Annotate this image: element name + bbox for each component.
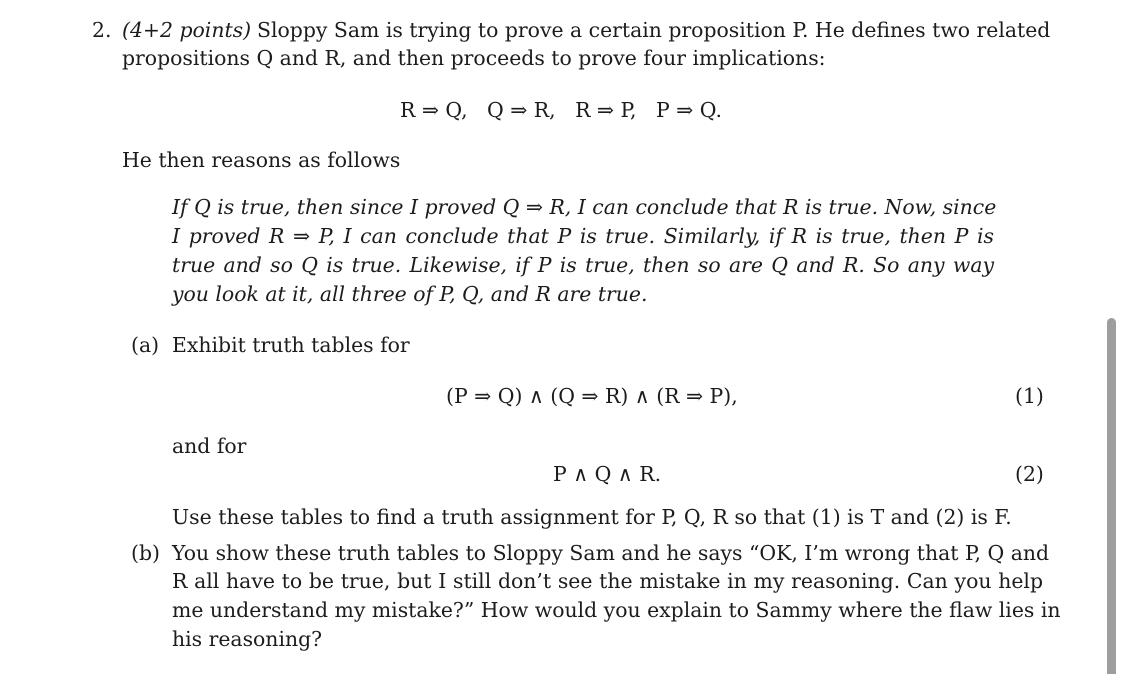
implications-display: R ⇒ Q, Q ⇒ R, R ⇒ P, P ⇒ Q. — [400, 98, 722, 122]
quote-line-3: true and so Q is true. Likewise, if P is true, then so are Q and R. So any way — [172, 253, 994, 277]
quote-line-2: I proved R ⇒ P, I can conclude that P is true. Similarly, if R is true, then P is — [172, 224, 994, 248]
problem-number: 2. — [92, 18, 112, 42]
problem-intro-line2: propositions Q and R, and then proceeds to prove four implications: — [122, 46, 826, 70]
part-a-text: Exhibit truth tables for — [172, 333, 410, 357]
quote-line-1: If Q is true, then since I proved Q ⇒ R, I can conclude that R is true. Now, since — [172, 195, 997, 219]
vertical-scrollbar[interactable] — [1107, 318, 1116, 674]
part-b-line-2: R all have to be true, but I still don’t see the mistake in my reasoning. Can you help — [172, 569, 1043, 593]
formula-2: P ∧ Q ∧ R. — [553, 462, 662, 486]
equation-tag-2: (2) — [1015, 462, 1044, 486]
part-b-line-1: You show these truth tables to Sloppy Sam and he says “OK, I’m wrong that P, Q and — [172, 541, 1050, 565]
problem-points: (4+2 points) — [122, 18, 252, 42]
formula-1: (P ⇒ Q) ∧ (Q ⇒ R) ∧ (R ⇒ P), — [446, 384, 738, 408]
reasons-intro: He then reasons as follows — [122, 148, 401, 172]
equation-tag-1: (1) — [1015, 384, 1044, 408]
part-a-instruction: Use these tables to find a truth assignment for P, Q, R so that (1) is T and (2) is F. — [172, 505, 1012, 529]
part-b-line-4: his reasoning? — [172, 627, 323, 651]
and-for-text: and for — [172, 434, 247, 458]
part-a-label: (a) — [131, 333, 160, 357]
problem-intro-line1: Sloppy Sam is trying to prove a certain proposition P. He defines two related — [257, 18, 1051, 42]
quote-line-4: you look at it, all three of P, Q, and R are true. — [172, 282, 648, 306]
part-b-line-3: me understand my mistake?” How would you explain to Sammy where the flaw lies in — [172, 598, 1061, 622]
part-b-label: (b) — [131, 541, 160, 565]
